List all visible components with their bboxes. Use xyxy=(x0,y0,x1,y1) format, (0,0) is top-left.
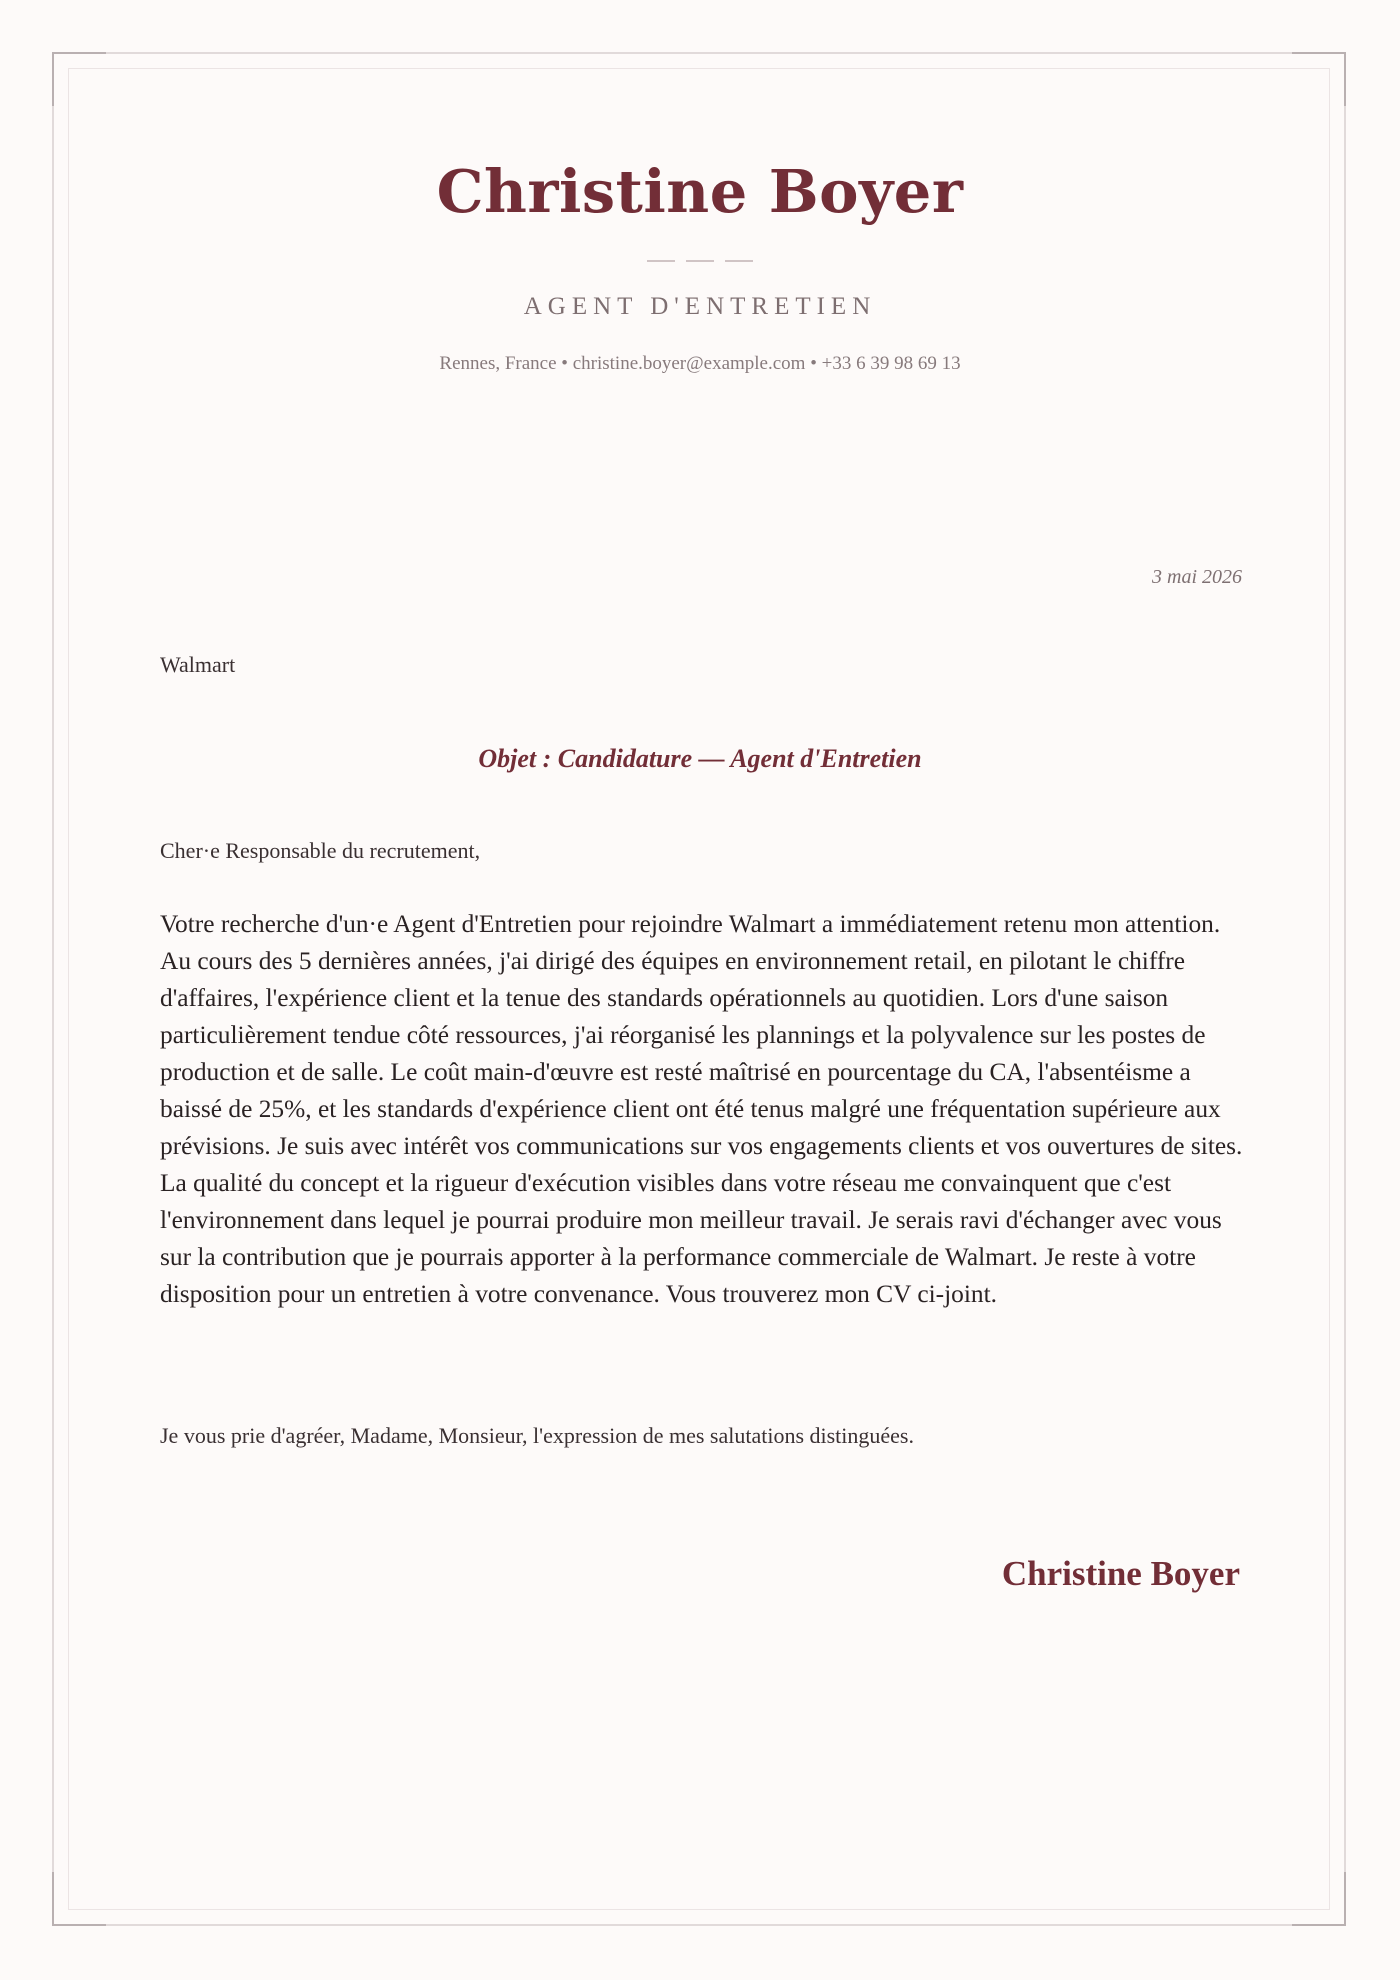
recipient: Walmart xyxy=(160,652,236,677)
divider-dash xyxy=(647,260,675,262)
divider-dash xyxy=(686,260,714,262)
letter-header xyxy=(0,152,1400,376)
corner-ornament-top-left xyxy=(52,52,106,106)
corner-ornament-bottom-left xyxy=(52,1872,106,1926)
signature: Christine Boyer xyxy=(1001,1554,1240,1593)
corner-ornament-bottom-right xyxy=(1292,1872,1346,1926)
letter-date: 3 mai 2026 xyxy=(1152,566,1242,588)
salutation: Cher·e Responsable du recrutement, xyxy=(160,838,481,863)
sender-name: Christine Boyer xyxy=(436,157,964,226)
letter-body: Votre recherche d'un·e Agent d'Entretien pour rejoindre Walmart a immédiatement retenu mon attention. Au cours des 5 dernières années, j'ai dirigé des équipes en environnement retail, en pilotant le chiffre d'affaires, l'expérience client et la tenue des standards opérationnels au quotidien. Lors d'une saison particulièrement tendue côté ressources, j'ai réorganisé les plannings et la polyvalence sur les postes de production et de salle. Le coût main-d'œuvre est resté maîtrisé en pourcentage du CA, l'absentéisme a baissé de 25%, et les standards d'expérience client ont été tenus malgré une fréquentation supérieure aux prévisions. Je suis avec intérêt vos communications sur vos engagements clients et vos ouvertures de sites. La qualité du concept et la rigueur d'exécution visibles dans votre réseau me convainquent que c'est l'environnement dans lequel je pourrai produire mon meilleur travail. Je serais ravi d'échanger avec vous sur la contribution que je pourrais apporter à la performance commerciale de Walmart. Je reste à votre disposition pour un entretien à votre convenance. Vous trouverez mon CV ci-joint. xyxy=(160,910,1243,1308)
job-title: AGENT D'ENTRETIEN xyxy=(523,293,877,320)
letter-subject: Objet : Candidature — Agent d'Entretien xyxy=(478,744,922,773)
corner-ornament-top-right xyxy=(1292,52,1346,106)
header-divider xyxy=(647,260,753,262)
contact-line: Rennes, France • christine.boyer@example.com • +33 6 39 98 69 13 xyxy=(439,353,961,374)
closing-formula: Je vous prie d'agréer, Madame, Monsieur, l'expression de mes salutations distinguées. xyxy=(160,1423,914,1448)
divider-dash xyxy=(725,260,753,262)
